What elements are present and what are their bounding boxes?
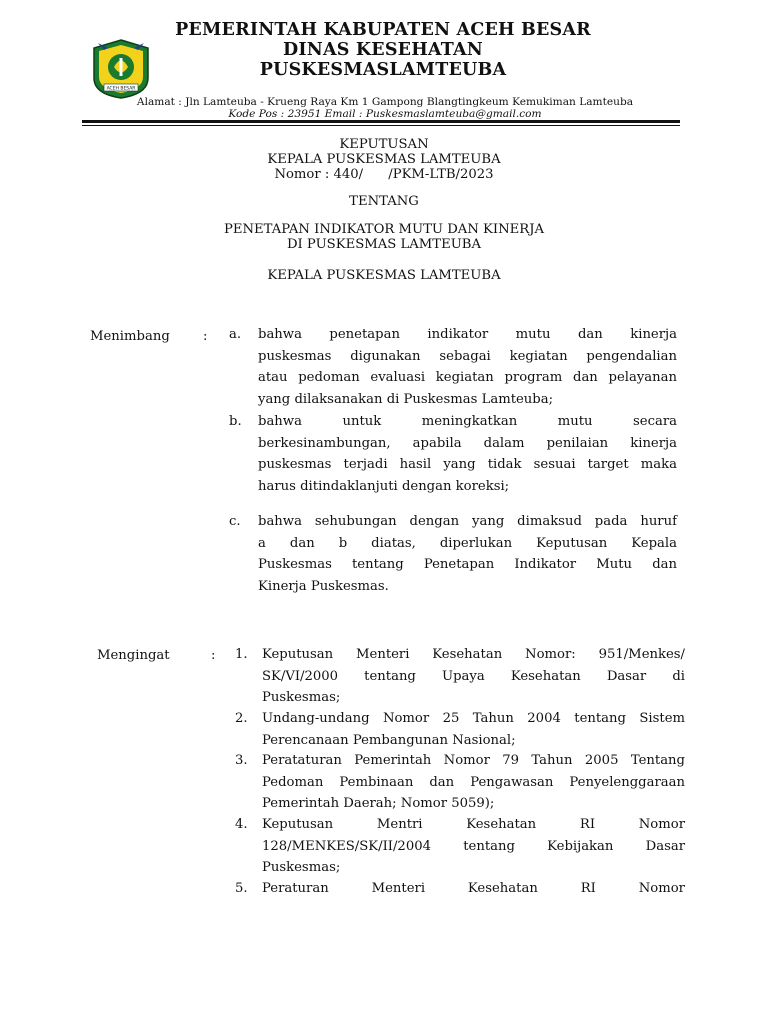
list-marker: c. xyxy=(229,514,241,529)
text-line: Keputusan Menteri Kesehatan Nomor: 951/Menkes/ xyxy=(262,647,685,662)
text-line: puskesmas digunakan sebagai kegiatan pengendalian xyxy=(258,348,677,364)
list-marker: 3. xyxy=(235,753,248,768)
decree-subject-line-2: DI PUSKESMAS LAMTEUBA xyxy=(286,237,482,252)
letterhead-government: PEMERINTAH KABUPATEN ACEH BESAR xyxy=(175,20,591,40)
decree-heading xyxy=(0,137,768,182)
mengingat-colon: : xyxy=(211,648,216,663)
decree-tentang: TENTANG xyxy=(349,194,419,209)
text-line: Undang-undang Nomor 25 Tahun 2004 tentang Sistem xyxy=(262,711,685,726)
letterhead-institution: PUSKESMASLAMTEUBA xyxy=(259,60,507,80)
logo-ribbon-text: ACEH BESAR xyxy=(106,86,136,92)
decree-issuer-title: KEPALA PUSKESMAS LAMTEUBA xyxy=(267,152,501,167)
text-line: Keputusan Mentri Kesehatan RI Nomor xyxy=(262,817,685,832)
text-line: 128/MENKES/SK/II/2004 tentang Kebijakan Dasar xyxy=(262,838,685,854)
text-line: bahwa untuk meningkatkan mutu secara xyxy=(258,414,677,429)
letterhead-divider-thick xyxy=(82,120,680,123)
text-line: Kinerja Puskesmas. xyxy=(258,578,389,594)
decree-type: KEPUTUSAN xyxy=(339,137,429,152)
list-marker: 4. xyxy=(235,817,248,832)
letterhead-address-block xyxy=(90,96,680,120)
text-line: Perataturan Pemerintah Nomor 79 Tahun 2005 Tentang xyxy=(262,753,685,768)
aceh-besar-emblem-icon xyxy=(90,38,152,100)
text-line: bahwa sehubungan dengan yang dimaksud pada huruf xyxy=(258,514,677,529)
letterhead-department: DINAS KESEHATAN xyxy=(283,40,483,60)
text-line: bahwa penetapan indikator mutu dan kinerja xyxy=(258,327,677,342)
text-line: Puskesmas; xyxy=(262,860,341,875)
letterhead-contact: Kode Pos : 23951 Email : Puskesmaslamteuba@gmail.com xyxy=(228,108,542,120)
text-line: atau pedoman evaluasi kegiatan program dan pelayanan xyxy=(258,370,677,385)
list-marker: a. xyxy=(229,327,242,342)
letterhead-address: Alamat : Jln Lamteuba - Krueng Raya Km 1 Gampong Blangtingkeum Kemukiman Lamteuba xyxy=(136,96,634,108)
list-marker: 1. xyxy=(235,647,248,662)
text-line: Pedoman Pembinaan dan Pengawasan Penyelenggaraan xyxy=(262,774,685,790)
text-line: puskesmas terjadi hasil yang tidak sesuai target maka xyxy=(258,457,677,472)
decree-subject xyxy=(0,222,768,252)
text-line: Puskesmas; xyxy=(262,690,341,705)
text-line: Perencanaan Pembangunan Nasional; xyxy=(262,732,516,748)
menimbang-colon: : xyxy=(203,329,208,344)
decree-subject-line-1: PENETAPAN INDIKATOR MUTU DAN KINERJA xyxy=(223,222,545,237)
list-marker: 5. xyxy=(235,881,248,896)
decree-number: Nomor : 440/ /PKM-LTB/2023 xyxy=(274,167,494,182)
text-line: Puskesmas tentang Penetapan Indikator Mutu dan xyxy=(258,557,677,572)
text-line: Peraturan Menteri Kesehatan RI Nomor xyxy=(262,881,685,896)
text-line: a dan b diatas, diperlukan Keputusan Kepala xyxy=(258,535,677,551)
letterhead-divider-thin xyxy=(82,125,680,126)
text-line: berkesinambungan, apabila dalam penilaian kinerja xyxy=(258,435,677,451)
text-line: SK/VI/2000 tentang Upaya Kesehatan Dasar di xyxy=(262,668,685,684)
list-marker: b. xyxy=(229,414,242,429)
decree-issuer: KEPALA PUSKESMAS LAMTEUBA xyxy=(267,268,501,283)
list-marker: 2. xyxy=(235,711,248,726)
text-line: Pemerintah Daerah; Nomor 5059); xyxy=(262,796,495,811)
text-line: yang dilaksanakan di Puskesmas Lamteuba; xyxy=(258,391,554,407)
mengingat-label: Mengingat xyxy=(97,648,170,663)
text-line: harus ditindaklanjuti dengan koreksi; xyxy=(258,478,510,494)
letterhead-heading xyxy=(150,20,616,80)
menimbang-label: Menimbang xyxy=(90,329,170,344)
